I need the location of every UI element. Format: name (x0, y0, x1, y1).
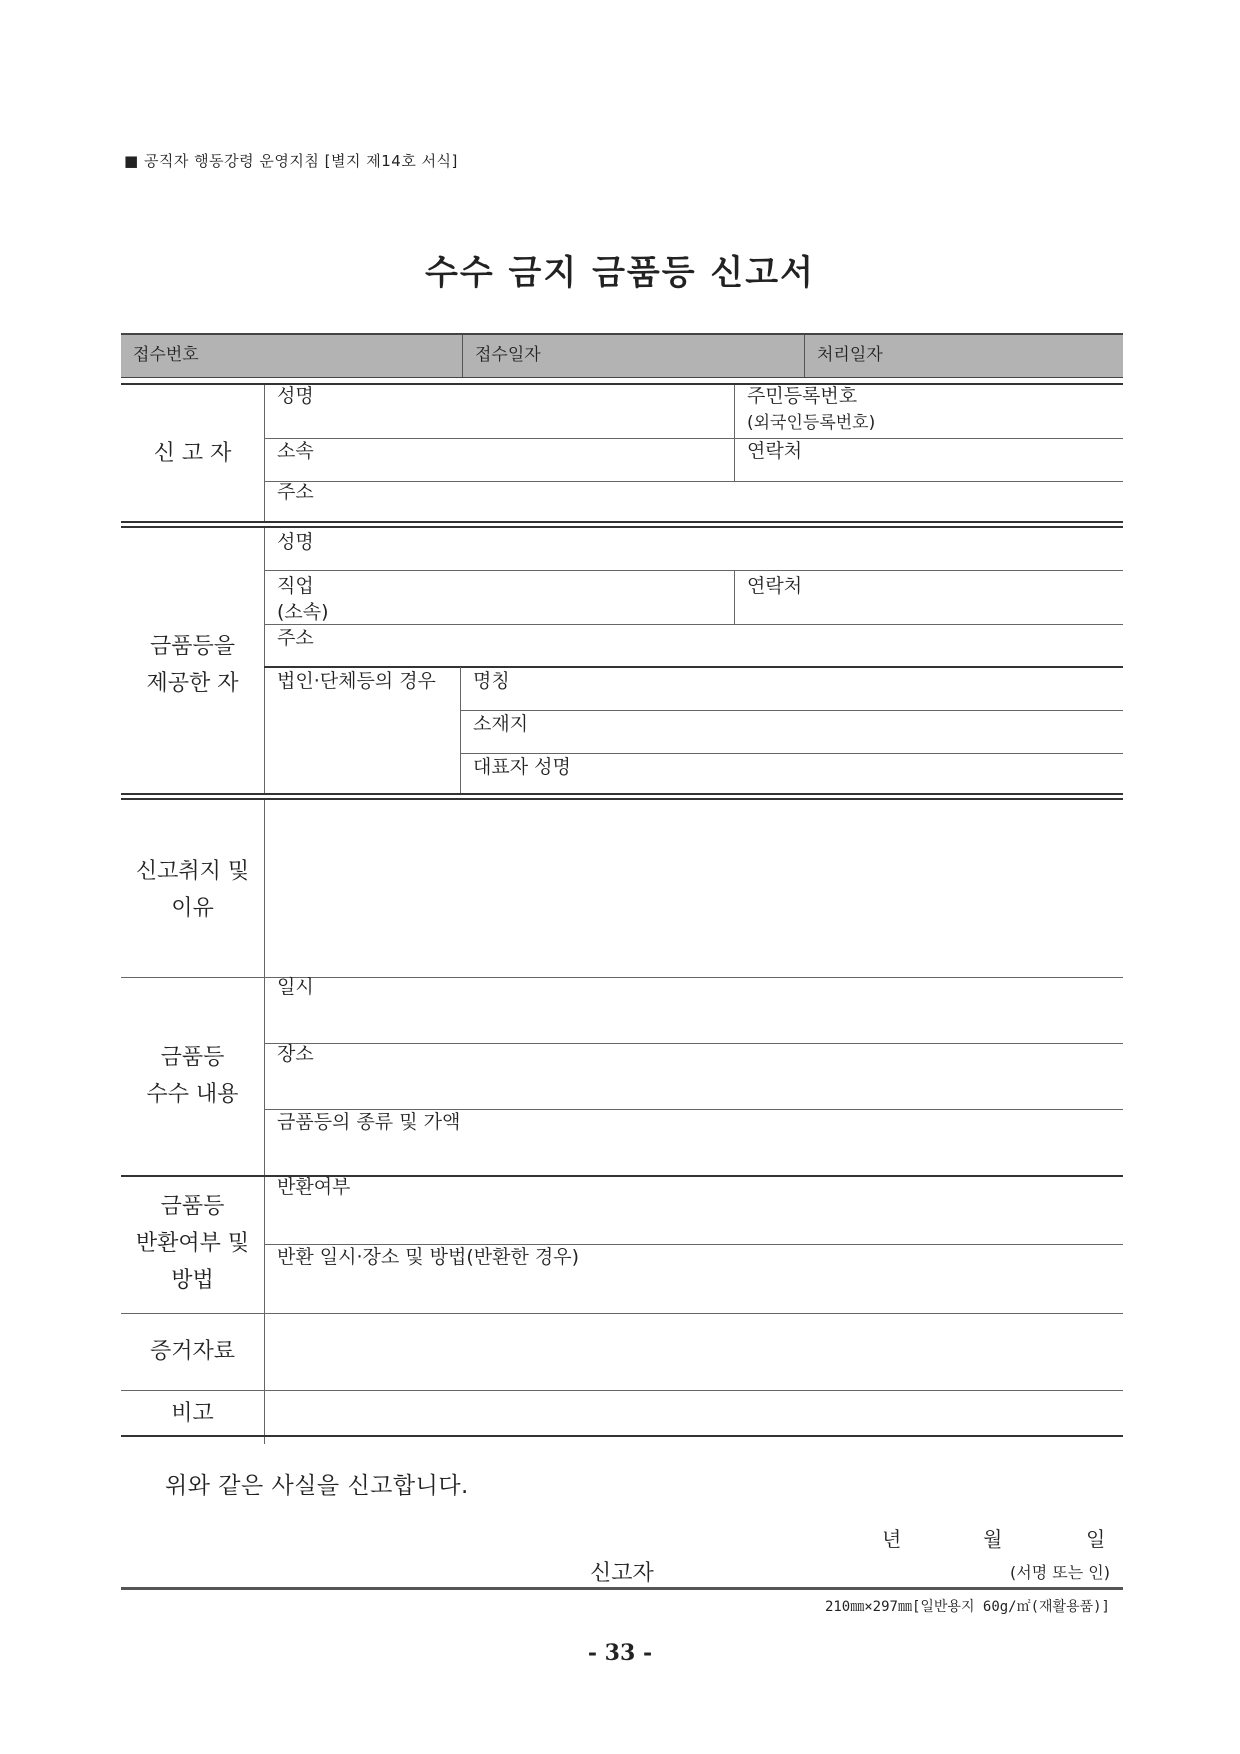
receipt-bar (121, 333, 1123, 378)
return-section-line3: 방법 (171, 1268, 214, 1293)
paper-spec: 210㎜×297㎜[일반용지 60g/㎡(재활용품)] (824, 1599, 1110, 1615)
date-year-label: 년 (882, 1527, 902, 1551)
rule (264, 666, 1123, 668)
evidence-input-area[interactable] (268, 1316, 1120, 1388)
rule (264, 570, 1123, 571)
content-kind-label: 금품등의 종류 및 가액 (277, 1111, 461, 1133)
provider-name-label: 성명 (277, 531, 314, 553)
return-method-label: 반환 일시·장소 및 방법(반환한 경우) (277, 1246, 579, 1268)
return-status-label: 반환여부 (277, 1176, 351, 1198)
return-section-line2: 반환여부 및 (135, 1231, 250, 1256)
receipt-date-label: 접수일자 (475, 345, 541, 365)
reporter-signature-label: 신고자 (590, 1561, 654, 1586)
content-section-label (121, 1039, 264, 1113)
rule (264, 1043, 1123, 1044)
purpose-section-label (121, 853, 264, 927)
rule (121, 1435, 1123, 1437)
form-header: ■ 공직자 행동강령 운영지침 [별지 제14호 서식] (124, 152, 458, 170)
content-place-label: 장소 (277, 1043, 314, 1065)
provider-address-label: 주소 (277, 627, 314, 649)
rule (264, 1109, 1123, 1110)
provider-section-line2: 제공한 자 (146, 671, 239, 696)
rule (264, 528, 265, 793)
provider-section-line1: 금품등을 (149, 634, 235, 659)
page-number: - 33 - (587, 1640, 653, 1666)
date-day-label: 일 (1086, 1527, 1106, 1551)
rule (264, 1244, 1123, 1245)
provider-job-sub-label: (소속) (277, 601, 329, 623)
process-date-field[interactable] (805, 335, 1123, 377)
rule (264, 800, 265, 1444)
remarks-input-area[interactable] (268, 1393, 1120, 1441)
return-section-label (121, 1188, 264, 1299)
section-divider (121, 793, 1123, 800)
rule (460, 667, 461, 793)
statement-text: 위와 같은 사실을 신고합니다. (165, 1473, 469, 1499)
form-title: 수수 금지 금품등 신고서 (425, 253, 815, 293)
section-divider (121, 521, 1123, 528)
reporter-address-label: 주소 (277, 481, 314, 503)
reporter-contact-label: 연락처 (747, 440, 803, 462)
content-section-line1: 금품등 (160, 1045, 225, 1070)
reporter-section-label: 신 고 자 (153, 441, 232, 466)
rule (734, 570, 735, 624)
reporter-affiliation-label: 소속 (277, 440, 314, 462)
return-section-line1: 금품등 (160, 1194, 225, 1219)
provider-section-label (121, 628, 264, 702)
provider-corp-label: 법인·단체등의 경우 (277, 670, 436, 692)
rule (264, 438, 1123, 439)
rule (460, 753, 1123, 754)
provider-contact-label: 연락처 (747, 575, 803, 597)
rule (121, 1390, 1123, 1391)
receipt-date-field[interactable] (463, 335, 805, 377)
rule (264, 624, 1123, 625)
rule (264, 481, 1123, 482)
sign-or-seal-label[interactable]: (서명 또는 인) (1010, 1563, 1110, 1582)
remarks-section-label: 비고 (171, 1401, 214, 1426)
process-date-label: 처리일자 (817, 345, 883, 365)
receipt-number-field[interactable] (121, 335, 463, 377)
rule (121, 977, 1123, 978)
reporter-rrn-sub-label: (외국인등록번호) (747, 413, 876, 433)
rule (460, 710, 1123, 711)
provider-corp-location-label: 소재지 (473, 713, 529, 735)
bottom-rule (121, 1587, 1123, 1590)
reporter-rrn-label: 주민등록번호 (747, 385, 858, 407)
rule (734, 385, 735, 481)
content-section-line2: 수수 내용 (146, 1082, 239, 1107)
purpose-input-area[interactable] (268, 802, 1120, 974)
rule (121, 1175, 1123, 1177)
rule (121, 1313, 1123, 1314)
rule (264, 385, 265, 522)
content-datetime-label: 일시 (277, 976, 314, 998)
provider-corp-name-label: 명칭 (473, 670, 510, 692)
purpose-section-line1: 신고취지 및 (135, 859, 250, 884)
provider-corp-rep-label: 대표자 성명 (473, 756, 571, 778)
purpose-section-line2: 이유 (171, 896, 214, 921)
provider-job-label: 직업 (277, 575, 314, 597)
evidence-section-label: 증거자료 (149, 1339, 235, 1364)
date-month-label: 월 (983, 1527, 1003, 1551)
rule (121, 383, 1123, 385)
receipt-number-label: 접수번호 (133, 345, 199, 365)
reporter-name-label: 성명 (277, 385, 314, 407)
